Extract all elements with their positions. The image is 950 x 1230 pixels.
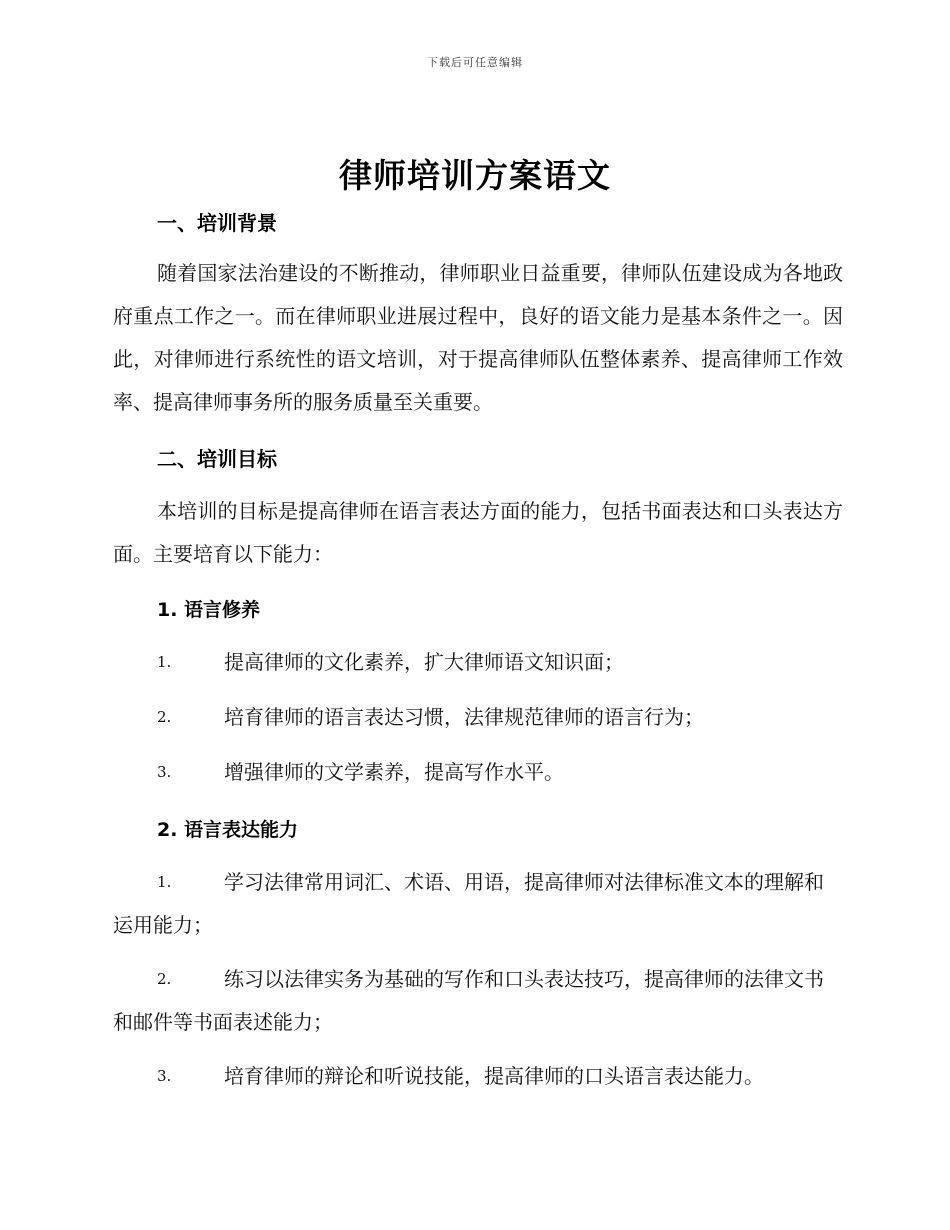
list-item-text: 培育律师的语言表达习惯，法律规范律师的语言行为； [224,705,704,729]
section-paragraph-goals: 本培训的目标是提高律师在语言表达方面的能力，包括书面表达和口头表达方面。主要培育以下能力： [113,499,843,566]
list-item-number: 1. [157,653,172,671]
section-paragraph-background: 随着国家法治建设的不断推动，律师职业日益重要，律师队伍建设成为各地政府重点工作之一。而在律师职业进展过程中，良好的语文能力是基本条件之一。因此，对律师进行系统性的语文培训，对于提高律师队伍整体素养、提高律师工作效率、提高律师事务所的服务质量至关重要。 [113,261,843,414]
list-item-number: 2. [157,970,172,988]
section-heading-goals: 二、培训目标 [157,447,277,471]
header-note: 下载后可任意编辑 [427,56,523,69]
list-item-number: 1. [157,873,172,891]
list-item [113,1055,843,1098]
list-item [113,861,843,947]
list-item-number: 3. [157,763,172,781]
list-item-text: 增强律师的文学素养，提高写作水平。 [224,760,564,784]
section-heading-background: 一、培训背景 [157,211,277,235]
subsection-heading-expression-ability: 2. 语言表达能力 [157,819,299,841]
list-item [113,958,843,1044]
subsection-heading-language-cultivation: 1. 语言修养 [157,599,261,621]
list-item [113,751,843,794]
document-title: 律师培训方案语文 [339,156,611,195]
list-item [113,696,843,739]
list-item-text: 学习法律常用词汇、术语、用语，提高律师对法律标准文本的理解和运用能力； [113,870,824,937]
list-item-text: 练习以法律实务为基础的写作和口头表达技巧，提高律师的法律文书和邮件等书面表述能力； [113,967,824,1034]
list-item-text: 培育律师的辩论和听说技能，提高律师的口头语言表达能力。 [224,1064,764,1088]
list-item-number: 3. [157,1067,172,1085]
list-item-number: 2. [157,708,172,726]
list-item [113,641,843,684]
list-item-text: 提高律师的文化素养，扩大律师语文知识面； [224,650,624,674]
